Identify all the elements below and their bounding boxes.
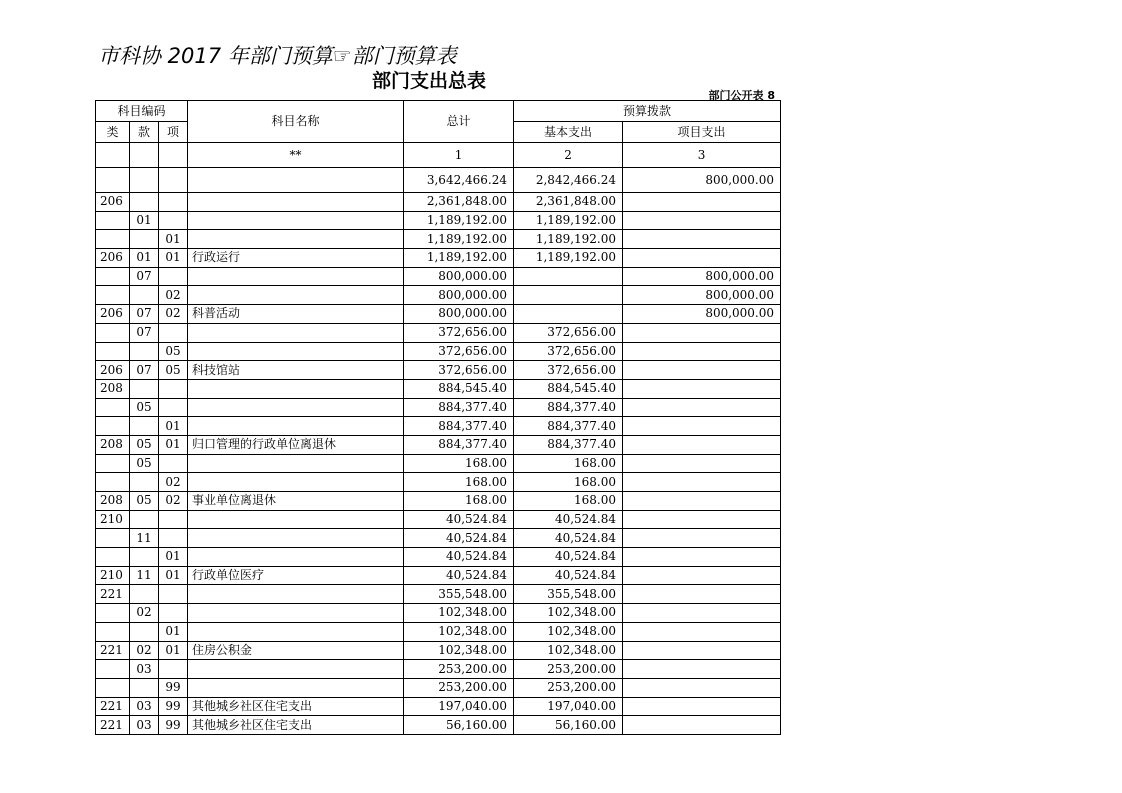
cell-total: 884,377.40	[404, 435, 514, 454]
table-row	[96, 435, 781, 454]
cell-project	[623, 492, 781, 511]
cell-project	[623, 249, 781, 268]
total-kuan	[130, 168, 159, 193]
cell-project	[623, 323, 781, 342]
cell-kuan: 02	[130, 641, 159, 660]
cell-kuan	[130, 379, 159, 398]
cell-xiang: 01	[159, 566, 188, 585]
cell-xiang	[159, 398, 188, 417]
table-row	[96, 641, 781, 660]
cell-xiang: 02	[159, 286, 188, 305]
cell-project	[623, 585, 781, 604]
cell-basic: 884,545.40	[514, 379, 623, 398]
cell-basic: 253,200.00	[514, 660, 623, 679]
cell-total: 884,377.40	[404, 417, 514, 436]
cell-subject-name	[188, 604, 404, 623]
cell-lei	[96, 398, 130, 417]
cell-project	[623, 510, 781, 529]
cell-xiang: 01	[159, 249, 188, 268]
cell-subject-name: 科普活动	[188, 305, 404, 324]
cell-total: 884,545.40	[404, 379, 514, 398]
cell-total: 253,200.00	[404, 678, 514, 697]
table-row	[96, 342, 781, 361]
cell-project	[623, 398, 781, 417]
table-row	[96, 566, 781, 585]
table-row	[96, 585, 781, 604]
cell-kuan	[130, 230, 159, 249]
table-row	[96, 529, 781, 548]
cell-total: 800,000.00	[404, 267, 514, 286]
cell-basic: 355,548.00	[514, 585, 623, 604]
cell-xiang: 99	[159, 716, 188, 735]
cell-kuan: 07	[130, 323, 159, 342]
table-row	[96, 473, 781, 492]
cell-subject-name	[188, 417, 404, 436]
cell-lei	[96, 622, 130, 641]
header-project: 项目支出	[623, 122, 781, 143]
expenditure-table	[95, 100, 781, 735]
cell-basic	[514, 305, 623, 324]
table-row	[96, 716, 781, 735]
cell-kuan	[130, 548, 159, 567]
total-name	[188, 168, 404, 193]
table-row	[96, 604, 781, 623]
cell-kuan: 07	[130, 361, 159, 380]
table-row	[96, 660, 781, 679]
cell-total: 1,189,192.00	[404, 230, 514, 249]
header-code-group: 科目编码	[96, 101, 188, 122]
cell-xiang: 01	[159, 641, 188, 660]
cell-lei	[96, 323, 130, 342]
table-row	[96, 230, 781, 249]
cell-kuan: 01	[130, 249, 159, 268]
cell-subject-name	[188, 678, 404, 697]
cell-subject-name	[188, 379, 404, 398]
cell-project	[623, 379, 781, 398]
cell-xiang	[159, 267, 188, 286]
cell-total: 372,656.00	[404, 323, 514, 342]
cell-project	[623, 193, 781, 212]
cell-xiang: 99	[159, 697, 188, 716]
cell-kuan	[130, 678, 159, 697]
cell-kuan: 03	[130, 660, 159, 679]
cell-basic: 2,361,848.00	[514, 193, 623, 212]
cell-subject-name	[188, 398, 404, 417]
cell-basic: 197,040.00	[514, 697, 623, 716]
cell-xiang: 02	[159, 305, 188, 324]
total-lei	[96, 168, 130, 193]
cell-lei	[96, 548, 130, 567]
cell-basic: 168.00	[514, 492, 623, 511]
cell-basic: 168.00	[514, 454, 623, 473]
cell-total: 355,548.00	[404, 585, 514, 604]
cell-lei	[96, 417, 130, 436]
cell-basic: 884,377.40	[514, 435, 623, 454]
cell-xiang: 01	[159, 230, 188, 249]
index-total: 1	[404, 143, 514, 168]
cell-project	[623, 361, 781, 380]
cell-project	[623, 697, 781, 716]
index-basic: 2	[514, 143, 623, 168]
cell-lei	[96, 286, 130, 305]
cell-total: 1,189,192.00	[404, 249, 514, 268]
cell-total: 40,524.84	[404, 548, 514, 567]
cell-xiang: 02	[159, 473, 188, 492]
cell-xiang: 01	[159, 435, 188, 454]
cell-subject-name	[188, 454, 404, 473]
cell-basic: 253,200.00	[514, 678, 623, 697]
cell-project	[623, 566, 781, 585]
cell-basic: 884,377.40	[514, 417, 623, 436]
cell-subject-name	[188, 323, 404, 342]
cell-total: 40,524.84	[404, 510, 514, 529]
header-row-1	[96, 101, 781, 122]
cell-basic: 372,656.00	[514, 342, 623, 361]
table-row	[96, 548, 781, 567]
cell-kuan: 05	[130, 398, 159, 417]
cell-kuan	[130, 473, 159, 492]
cell-kuan	[130, 417, 159, 436]
index-row	[96, 143, 781, 168]
table-row	[96, 361, 781, 380]
cell-lei	[96, 342, 130, 361]
cell-basic	[514, 267, 623, 286]
cell-total: 372,656.00	[404, 361, 514, 380]
total-project: 800,000.00	[623, 168, 781, 193]
cell-total: 253,200.00	[404, 660, 514, 679]
cell-basic: 40,524.84	[514, 529, 623, 548]
cell-lei: 208	[96, 379, 130, 398]
cell-kuan: 11	[130, 566, 159, 585]
cell-project: 800,000.00	[623, 286, 781, 305]
cell-lei: 221	[96, 641, 130, 660]
cell-basic: 168.00	[514, 473, 623, 492]
cell-basic: 102,348.00	[514, 641, 623, 660]
cell-lei	[96, 529, 130, 548]
cell-project: 800,000.00	[623, 267, 781, 286]
cell-project	[623, 622, 781, 641]
cell-lei	[96, 454, 130, 473]
cell-subject-name: 其他城乡社区住宅支出	[188, 716, 404, 735]
table-row	[96, 492, 781, 511]
cell-lei: 210	[96, 566, 130, 585]
header-budget-group: 预算拨款	[514, 101, 781, 122]
cell-subject-name	[188, 660, 404, 679]
cell-subject-name: 科技馆站	[188, 361, 404, 380]
cell-subject-name: 归口管理的行政单位离退休	[188, 435, 404, 454]
cell-total: 102,348.00	[404, 641, 514, 660]
header-kuan: 款	[130, 122, 159, 143]
cell-xiang: 01	[159, 548, 188, 567]
cell-subject-name	[188, 473, 404, 492]
cell-project	[623, 716, 781, 735]
document-title: 市科协 2017 年部门预算☞部门预算表	[98, 44, 457, 68]
cell-subject-name	[188, 286, 404, 305]
cell-xiang: 05	[159, 361, 188, 380]
cell-basic: 884,377.40	[514, 398, 623, 417]
cell-lei	[96, 211, 130, 230]
cell-project	[623, 230, 781, 249]
cell-xiang	[159, 211, 188, 230]
table-row	[96, 323, 781, 342]
table-row	[96, 454, 781, 473]
cell-total: 102,348.00	[404, 622, 514, 641]
cell-basic: 1,189,192.00	[514, 230, 623, 249]
cell-lei	[96, 267, 130, 286]
cell-xiang	[159, 323, 188, 342]
table-title: 部门支出总表	[372, 70, 487, 92]
cell-total: 1,189,192.00	[404, 211, 514, 230]
cell-subject-name: 住房公积金	[188, 641, 404, 660]
cell-subject-name	[188, 510, 404, 529]
cell-basic	[514, 286, 623, 305]
cell-project	[623, 641, 781, 660]
cell-lei: 206	[96, 305, 130, 324]
cell-lei: 208	[96, 492, 130, 511]
header-total: 总计	[404, 101, 514, 143]
cell-kuan	[130, 510, 159, 529]
cell-total: 40,524.84	[404, 566, 514, 585]
cell-kuan	[130, 286, 159, 305]
index-lei	[96, 143, 130, 168]
cell-total: 800,000.00	[404, 305, 514, 324]
cell-xiang: 99	[159, 678, 188, 697]
cell-lei: 208	[96, 435, 130, 454]
cell-total: 197,040.00	[404, 697, 514, 716]
table-row	[96, 622, 781, 641]
cell-lei: 206	[96, 361, 130, 380]
cell-lei: 221	[96, 716, 130, 735]
cell-lei: 221	[96, 697, 130, 716]
index-xiang	[159, 143, 188, 168]
table-row	[96, 417, 781, 436]
cell-xiang	[159, 193, 188, 212]
cell-total: 168.00	[404, 473, 514, 492]
cell-subject-name	[188, 548, 404, 567]
cell-total: 372,656.00	[404, 342, 514, 361]
cell-kuan	[130, 585, 159, 604]
cell-xiang: 01	[159, 622, 188, 641]
cell-subject-name: 事业单位离退休	[188, 492, 404, 511]
cell-subject-name	[188, 342, 404, 361]
cell-kuan: 05	[130, 454, 159, 473]
header-basic: 基本支出	[514, 122, 623, 143]
cell-basic: 40,524.84	[514, 566, 623, 585]
cell-lei	[96, 660, 130, 679]
cell-xiang: 05	[159, 342, 188, 361]
cell-basic: 56,160.00	[514, 716, 623, 735]
cell-kuan: 01	[130, 211, 159, 230]
cell-total: 884,377.40	[404, 398, 514, 417]
cell-xiang	[159, 660, 188, 679]
cell-kuan: 05	[130, 492, 159, 511]
table-row	[96, 305, 781, 324]
cell-subject-name	[188, 267, 404, 286]
cell-lei: 210	[96, 510, 130, 529]
cell-lei	[96, 473, 130, 492]
cell-kuan	[130, 622, 159, 641]
cell-project	[623, 473, 781, 492]
cell-kuan: 07	[130, 267, 159, 286]
cell-kuan: 05	[130, 435, 159, 454]
cell-project	[623, 211, 781, 230]
cell-subject-name: 行政单位医疗	[188, 566, 404, 585]
cell-basic: 372,656.00	[514, 361, 623, 380]
cell-project	[623, 604, 781, 623]
cell-subject-name	[188, 193, 404, 212]
cell-subject-name: 行政运行	[188, 249, 404, 268]
header-lei: 类	[96, 122, 130, 143]
cell-project	[623, 417, 781, 436]
table-number: 部门公开表 8	[708, 89, 775, 102]
cell-subject-name	[188, 622, 404, 641]
cell-basic: 102,348.00	[514, 622, 623, 641]
header-xiang: 项	[159, 122, 188, 143]
table-row	[96, 379, 781, 398]
cell-xiang: 02	[159, 492, 188, 511]
cell-lei	[96, 230, 130, 249]
cell-project	[623, 548, 781, 567]
cell-project	[623, 529, 781, 548]
cell-xiang	[159, 529, 188, 548]
cell-lei: 206	[96, 193, 130, 212]
cell-kuan: 07	[130, 305, 159, 324]
cell-total: 56,160.00	[404, 716, 514, 735]
table-row	[96, 398, 781, 417]
cell-total: 800,000.00	[404, 286, 514, 305]
cell-subject-name	[188, 211, 404, 230]
cell-total: 102,348.00	[404, 604, 514, 623]
cell-basic: 1,189,192.00	[514, 211, 623, 230]
cell-xiang	[159, 585, 188, 604]
cell-xiang: 01	[159, 417, 188, 436]
cell-project	[623, 454, 781, 473]
table-row	[96, 697, 781, 716]
cell-kuan	[130, 193, 159, 212]
cell-total: 2,361,848.00	[404, 193, 514, 212]
cell-total: 168.00	[404, 454, 514, 473]
table-row	[96, 193, 781, 212]
cell-project: 800,000.00	[623, 305, 781, 324]
cell-xiang	[159, 510, 188, 529]
table-row	[96, 286, 781, 305]
cell-lei	[96, 678, 130, 697]
cell-kuan: 03	[130, 716, 159, 735]
table-row	[96, 678, 781, 697]
cell-project	[623, 660, 781, 679]
table-row	[96, 267, 781, 286]
cell-kuan: 11	[130, 529, 159, 548]
table-row	[96, 249, 781, 268]
cell-basic: 102,348.00	[514, 604, 623, 623]
total-row	[96, 168, 781, 193]
cell-subject-name	[188, 585, 404, 604]
cell-subject-name: 其他城乡社区住宅支出	[188, 697, 404, 716]
cell-subject-name	[188, 529, 404, 548]
cell-basic: 40,524.84	[514, 510, 623, 529]
cell-xiang	[159, 379, 188, 398]
cell-basic: 1,189,192.00	[514, 249, 623, 268]
header-subject-name: 科目名称	[188, 101, 404, 143]
cell-lei	[96, 604, 130, 623]
cell-subject-name	[188, 230, 404, 249]
cell-lei: 221	[96, 585, 130, 604]
index-project: 3	[623, 143, 781, 168]
cell-xiang	[159, 604, 188, 623]
cell-kuan	[130, 342, 159, 361]
index-name: **	[188, 143, 404, 168]
cell-total: 168.00	[404, 492, 514, 511]
cell-total: 40,524.84	[404, 529, 514, 548]
total-total: 3,642,466.24	[404, 168, 514, 193]
total-xiang	[159, 168, 188, 193]
cell-basic: 372,656.00	[514, 323, 623, 342]
cell-project	[623, 342, 781, 361]
table-row	[96, 211, 781, 230]
cell-project	[623, 435, 781, 454]
cell-kuan: 03	[130, 697, 159, 716]
cell-lei: 206	[96, 249, 130, 268]
cell-project	[623, 678, 781, 697]
cell-basic: 40,524.84	[514, 548, 623, 567]
table-row	[96, 510, 781, 529]
cell-kuan: 02	[130, 604, 159, 623]
total-basic: 2,842,466.24	[514, 168, 623, 193]
index-kuan	[130, 143, 159, 168]
cell-xiang	[159, 454, 188, 473]
